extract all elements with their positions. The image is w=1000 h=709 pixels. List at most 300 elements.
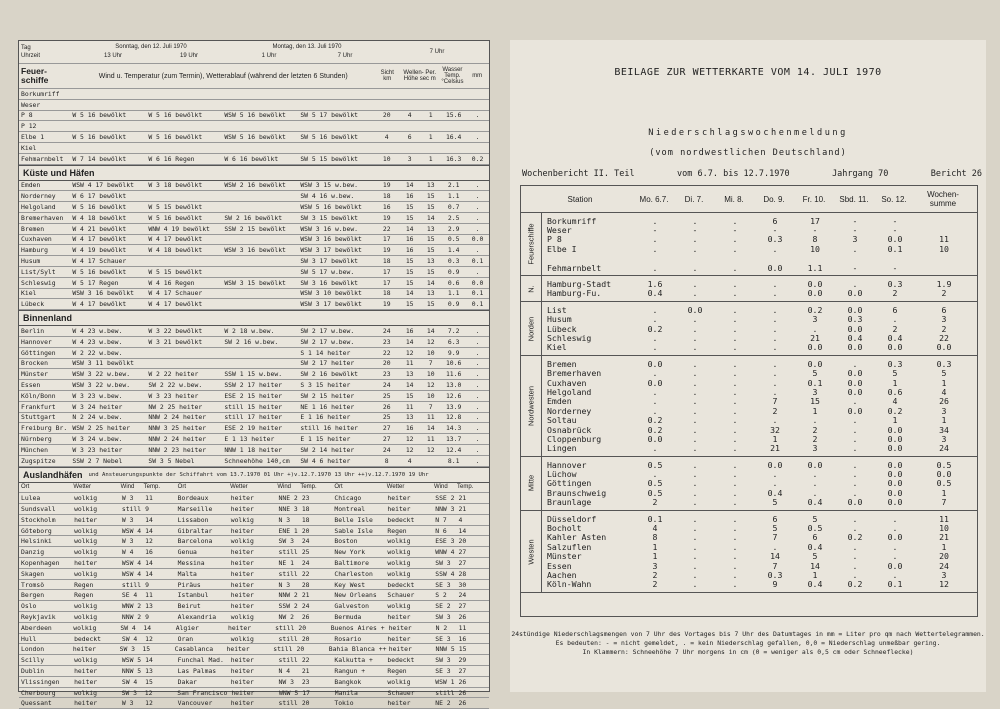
ausland-cell: 4 <box>457 516 472 524</box>
precip-value: 0.4 <box>755 488 795 498</box>
kueste-row <box>19 256 489 267</box>
precip-group <box>521 356 977 457</box>
ausland-row <box>19 698 489 709</box>
precip-value: . <box>675 288 715 298</box>
ausland-cell: heiter <box>229 505 277 513</box>
ausland-cell: 23 <box>300 678 315 686</box>
ausland-cell: 18 <box>300 505 315 513</box>
precip-value: 3 <box>635 561 675 571</box>
precip-value: . <box>675 469 715 479</box>
week-sum: 11 <box>915 234 973 244</box>
binnen-rows <box>19 326 489 466</box>
precip-value: . <box>755 244 795 254</box>
precip-value: 0.1 <box>875 244 915 254</box>
obs-3: ESE 2 15 heiter <box>222 392 298 400</box>
precip-col-header: Sbd. 11. <box>834 195 874 204</box>
wasser-label: Wasser Temp. °Celsius <box>439 67 465 85</box>
precip-row <box>542 460 977 469</box>
val-3: 1 <box>420 155 441 163</box>
wind-caption: Wind u. Temperatur (zum Termin), Wetterablauf (während der letzten 6 Stunden) <box>72 73 374 80</box>
precip-value: . <box>675 279 715 289</box>
week-sum: 0.0 <box>915 342 973 352</box>
precip-value: . <box>715 342 755 352</box>
precip-row <box>542 315 977 324</box>
precip-value: . <box>755 305 795 315</box>
val-4: 12.4 <box>441 446 466 454</box>
precip-col-header: Di. 7. <box>674 195 714 204</box>
precip-value: 5 <box>755 497 795 507</box>
precip-value: 0.0 <box>795 342 835 352</box>
precip-value: 2 <box>795 425 835 435</box>
precip-col-header: Station <box>521 195 634 204</box>
precip-value: 5 <box>795 551 835 561</box>
obs-1: W 7 14 bewölkt <box>70 155 146 163</box>
precip-value: . <box>715 368 755 378</box>
obs-4: WSW 3 17 bewölkt <box>298 300 374 308</box>
precip-col-header: Mi. 8. <box>714 195 754 204</box>
precip-value: . <box>755 279 795 289</box>
precip-value: . <box>715 443 755 453</box>
val-1: 17 <box>374 268 399 276</box>
val-4: 15.6 <box>441 111 466 119</box>
weather-table-sheet <box>18 40 490 692</box>
precip-col-header: So. 12. <box>874 195 914 204</box>
val-2: 13 <box>399 413 420 421</box>
val-3: 15 <box>420 268 441 276</box>
feuerschiffe-title: Feuer-schiffe <box>19 67 72 85</box>
station: Göttingen <box>19 349 70 357</box>
ausland-cell: SW 3 <box>433 656 456 664</box>
precip-group <box>521 213 977 276</box>
ausland-cell: N 2 <box>434 624 457 632</box>
precip-value: . <box>675 244 715 254</box>
station-name: Kiel <box>542 342 635 352</box>
val-5: . <box>466 435 489 443</box>
kueste-row <box>19 235 489 246</box>
precip-value: 0.2 <box>795 305 835 315</box>
val-4: 2.1 <box>441 181 466 189</box>
station-name: Elbe I <box>542 244 635 254</box>
precip-value: 0.1 <box>875 579 915 589</box>
precip-value: - <box>875 225 915 235</box>
val-5: . <box>466 424 489 432</box>
precip-value: . <box>715 514 755 524</box>
ausland-cell: Scilly <box>19 656 72 664</box>
ausland-cell: NNW 2 <box>277 591 300 599</box>
ausland-cell: WSW 1 <box>433 678 456 686</box>
page-title: BEILAGE ZUR WETTERKARTE VOM 14. JULI 1970 <box>510 67 986 78</box>
day1-label: Sonntag, den 12. Juli 1970 <box>75 43 227 52</box>
ausland-cell: Buenos Aires + <box>329 624 387 632</box>
ausland-cell: SW 4 <box>118 624 141 632</box>
ausland-col-header <box>19 483 489 494</box>
station: Kiel <box>19 144 70 152</box>
ausland-cell: wolkig <box>72 602 120 610</box>
precip-value: 0.0 <box>755 460 795 470</box>
obs-4: WSW 5 16 bewölkt <box>298 203 374 211</box>
obs-3: E 1 13 heiter <box>222 435 298 443</box>
week-sum: 0.3 <box>915 359 973 369</box>
ausland-cell: heiter <box>229 678 277 686</box>
ausland-cell: Stockholm <box>19 516 72 524</box>
ausland-row <box>19 569 489 580</box>
region-label: N. <box>527 285 536 293</box>
station: Borkumriff <box>19 90 70 98</box>
val-3: 15 <box>420 203 441 211</box>
obs-2: W 6 16 Regen <box>146 155 222 163</box>
ausland-row <box>19 493 489 504</box>
station: Fehmarnbelt <box>19 155 70 163</box>
val-2: 12 <box>399 435 420 443</box>
precip-value: 0.0 <box>875 460 915 470</box>
ausland-cell: Las Palmas <box>176 667 229 675</box>
obs-2: W 5 16 bewölkt <box>146 133 222 141</box>
ausland-cell: Schauer <box>386 689 434 697</box>
kueste-row <box>19 191 489 202</box>
ausland-cell: wolkig <box>385 548 433 556</box>
ausland-cell: Regen <box>72 581 120 589</box>
station: Helgoland <box>19 203 70 211</box>
val-4: 13.9 <box>441 403 466 411</box>
ausland-cell: SSW 2 <box>277 602 300 610</box>
precip-value: . <box>675 561 715 571</box>
ausland-cell: Casablanca <box>173 645 225 653</box>
precip-row <box>542 580 977 589</box>
precip-value: . <box>675 333 715 343</box>
val-4: 13.0 <box>441 381 466 389</box>
obs-3: W 6 16 bewölkt <box>222 155 298 163</box>
ausland-cell: wolkig <box>385 602 433 610</box>
val-5: . <box>466 111 489 119</box>
ausland-cell: 27 <box>457 559 472 567</box>
ausland-cell: S 2 <box>433 591 456 599</box>
station-name: Aachen <box>542 570 635 580</box>
ausland-cell: 24 <box>457 591 472 599</box>
precip-value: . <box>715 387 755 397</box>
ausland-cell: heiter <box>72 516 120 524</box>
precip-value: . <box>675 359 715 369</box>
precip-row <box>542 542 977 551</box>
precip-value: . <box>835 523 875 533</box>
station: Norderney <box>19 192 70 200</box>
val-1: 22 <box>374 225 399 233</box>
val-5: . <box>466 225 489 233</box>
val-4: 2.9 <box>441 225 466 233</box>
ausland-cell: wolkig <box>72 537 120 545</box>
obs-4: SW 3 17 bewölkt <box>298 257 374 265</box>
report-year: Jahrgang 70 <box>832 169 888 179</box>
precip-value: . <box>715 497 755 507</box>
ausland-cell: Tokio <box>332 699 385 707</box>
obs-1: W 3 23 heiter <box>70 446 146 454</box>
precip-row <box>542 514 977 523</box>
precip-value: . <box>715 244 755 254</box>
precip-value: 0.3 <box>755 570 795 580</box>
week-sum: 24 <box>915 443 973 453</box>
ausland-cell: Alexandria <box>176 613 229 621</box>
ausland-row <box>19 623 489 634</box>
precip-row <box>542 552 977 561</box>
precip-row <box>542 359 977 368</box>
val-1: 24 <box>374 446 399 454</box>
val-1: 20 <box>374 111 399 119</box>
station: Bremen <box>19 225 70 233</box>
ausland-cell: SE 3 <box>433 635 456 643</box>
kueste-row <box>19 202 489 213</box>
val-4: 8.1 <box>441 457 466 465</box>
val-5: 0.0 <box>466 279 489 287</box>
val-3: 11 <box>420 413 441 421</box>
ausland-cell: SW 3 <box>118 645 141 653</box>
week-sum: 24 <box>915 561 973 571</box>
precip-value: . <box>835 570 875 580</box>
ausland-cell: wolkig <box>385 678 433 686</box>
val-2: 16 <box>399 424 420 432</box>
obs-3: NNW 1 18 heiter <box>222 446 298 454</box>
precip-value: 0.0 <box>635 434 675 444</box>
val-1: 19 <box>374 181 399 189</box>
precip-value: 2 <box>755 406 795 416</box>
precip-value: 0.0 <box>795 359 835 369</box>
ausland-cell: Belle Isle <box>332 516 385 524</box>
precip-value: . <box>675 497 715 507</box>
obs-4: SW 5 17 w.bew. <box>298 268 374 276</box>
val-4: 10.6 <box>441 359 466 367</box>
ausland-cell: N 7 <box>433 516 456 524</box>
ausland-cell: wolkig <box>72 689 120 697</box>
precip-value: 0.0 <box>875 234 915 244</box>
station: Zugspitze <box>19 457 70 465</box>
precip-value: 6 <box>755 514 795 524</box>
obs-1: W 5 16 bewölkt <box>70 203 146 211</box>
kueste-row <box>19 299 489 310</box>
week-sum: 5 <box>915 368 973 378</box>
ausland-cell: 20 <box>294 645 308 653</box>
ausland-cell: still <box>433 689 456 697</box>
ausland-cell: bedeckt <box>385 581 433 589</box>
precip-value: . <box>835 415 875 425</box>
ausland-cell: WSW 4 <box>120 527 143 535</box>
ausland-cell: Istanbul <box>176 591 229 599</box>
station: Köln/Bonn <box>19 392 70 400</box>
station-name: Bremerhaven <box>542 368 635 378</box>
ausland-cell: 16 <box>143 548 158 556</box>
ausland-cell: 24 <box>300 537 315 545</box>
val-2: 15 <box>399 300 420 308</box>
precip-value: . <box>635 263 675 273</box>
precip-value: . <box>755 342 795 352</box>
val-3: 1 <box>420 133 441 141</box>
precip-value: 14 <box>795 561 835 571</box>
val-5: . <box>466 181 489 189</box>
ausland-cell: SSW 4 <box>433 570 456 578</box>
precip-value: 0.3 <box>835 314 875 324</box>
precip-value: 5 <box>755 523 795 533</box>
ausland-cell: WSW 4 <box>120 559 143 567</box>
precip-value: 0.0 <box>795 279 835 289</box>
ausland-cell: 26 <box>457 699 472 707</box>
val-5: 0.0 <box>466 235 489 243</box>
precip-value: 14 <box>755 551 795 561</box>
precip-value: . <box>675 387 715 397</box>
mm-label: mm <box>465 73 489 79</box>
val-5: . <box>466 370 489 378</box>
obs-1: W 3 24 heiter <box>70 403 146 411</box>
feuerschiff-row <box>19 121 489 132</box>
val-5: 0.1 <box>466 300 489 308</box>
val-3: 7 <box>420 359 441 367</box>
ausland-cell: Bordeaux <box>176 494 229 502</box>
precip-value: . <box>715 570 755 580</box>
ausland-cell: SE 3 <box>433 581 456 589</box>
ausland-cell: 20 <box>457 537 472 545</box>
ausland-cell: 15 <box>140 645 154 653</box>
time-13: 13 Uhr <box>104 52 122 61</box>
ausland-cell: 20 <box>296 624 310 632</box>
ausland-cell: Göteborg <box>19 527 72 535</box>
ausland-caption: und Ansteuerungspunkte der Schiffahrt vom 13.7.1970 01 Uhr +)v.12.7.1970 13 Uhr ++)v.12.7.1970 19 Uhr <box>89 472 429 478</box>
ausland-cell: Danzig <box>19 548 72 556</box>
ausland-cell: heiter <box>385 505 433 513</box>
precip-value: . <box>755 415 795 425</box>
precip-value: . <box>715 542 755 552</box>
ausland-cell: SE 4 <box>120 591 143 599</box>
precip-value: . <box>875 314 915 324</box>
time-7: 7 Uhr <box>338 52 353 61</box>
week-sum: 2 <box>915 324 973 334</box>
precip-value: 0.0 <box>835 378 875 388</box>
feuerschiff-row <box>19 100 489 111</box>
ausland-cell: W 3 <box>120 537 143 545</box>
station-name: Lübeck <box>542 324 635 334</box>
feuerschiff-row <box>19 89 489 100</box>
precip-value: . <box>675 542 715 552</box>
ausland-row <box>19 526 489 537</box>
precip-value: . <box>835 425 875 435</box>
ausland-cell: NNE 2 <box>277 494 300 502</box>
time-1: 1 Uhr <box>262 52 277 61</box>
ausland-cell: 14 <box>143 559 158 567</box>
feuerschiff-row <box>19 111 489 122</box>
precip-row <box>542 254 977 263</box>
precip-value: . <box>875 523 915 533</box>
ausland-cell: still <box>120 505 143 513</box>
precip-value: 0.4 <box>795 497 835 507</box>
precip-value: 0.6 <box>875 387 915 397</box>
week-sum: 0.0 <box>915 469 973 479</box>
station: P 8 <box>19 111 70 119</box>
ausland-cell: heiter <box>72 667 120 675</box>
obs-1: W 4 19 bewölkt <box>70 246 146 254</box>
ausland-cell: heiter <box>72 699 120 707</box>
obs-1: W 4 17 Schauer <box>70 257 146 265</box>
obs-1: WSW 4 17 bewölkt <box>70 181 146 189</box>
time-19: 19 Uhr <box>180 52 198 61</box>
ausland-cell: Helsinki <box>19 537 72 545</box>
binnen-row <box>19 391 489 402</box>
ausland-cell: Vancouver <box>176 699 229 707</box>
precip-group-rows <box>542 213 977 275</box>
obs-2: NNW 2 24 heiter <box>146 413 222 421</box>
station: Elbe 1 <box>19 133 70 141</box>
val-1: 8 <box>374 457 399 465</box>
precip-group <box>521 457 977 511</box>
station: Cuxhaven <box>19 235 70 243</box>
precip-value: . <box>755 288 795 298</box>
precip-value: . <box>715 378 755 388</box>
obs-2: NW 2 25 heiter <box>146 403 222 411</box>
week-sum: 11 <box>915 514 973 524</box>
precip-value: 0.0 <box>875 497 915 507</box>
ausland-cell: 11 <box>143 591 158 599</box>
precip-value: 0.5 <box>635 460 675 470</box>
ausland-cell: wolkig <box>385 537 433 545</box>
val-5: 0.1 <box>466 289 489 297</box>
val-1: 19 <box>374 214 399 222</box>
precip-row <box>542 324 977 333</box>
station-name: Braunlage <box>542 497 635 507</box>
binnen-row <box>19 326 489 337</box>
obs-1: W 4 17 bewölkt <box>70 300 146 308</box>
obs-2: SW 2 22 w.bew. <box>146 381 222 389</box>
precip-value: . <box>755 359 795 369</box>
val-2: 16 <box>399 246 420 254</box>
ausland-col-label: Temp. <box>142 484 158 490</box>
precip-value: . <box>715 460 755 470</box>
val-1: 10 <box>374 155 399 163</box>
obs-2: W 3 21 bewölkt <box>146 338 222 346</box>
ausland-cell: 16 <box>457 635 472 643</box>
val-3: 13 <box>420 257 441 265</box>
station-name: Norderney <box>542 406 635 416</box>
binnen-row <box>19 456 489 467</box>
wellen-label: Wellen- Per. Höhe sec m <box>400 70 439 82</box>
ausland-cell: heiter <box>387 624 434 632</box>
ausland-cell: 29 <box>457 656 472 664</box>
obs-1: W 4 18 bewölkt <box>70 214 146 222</box>
precip-value: 4 <box>875 396 915 406</box>
val-1: 17 <box>374 235 399 243</box>
obs-4: WSW 3 17 bewölkt <box>298 246 374 254</box>
precip-value: . <box>675 570 715 580</box>
ausland-cell: heiter <box>226 624 273 632</box>
precip-value: . <box>715 216 755 226</box>
precip-group-label <box>521 213 542 275</box>
precip-row <box>542 244 977 253</box>
precip-value: 0.0 <box>875 561 915 571</box>
precip-value: 8 <box>635 532 675 542</box>
precip-value: 0.0 <box>835 305 875 315</box>
ausland-cell: 15 <box>457 645 471 653</box>
precip-group-label <box>521 511 542 592</box>
precip-value: 0.0 <box>875 532 915 542</box>
precip-value: . <box>635 314 675 324</box>
precip-value: . <box>755 314 795 324</box>
obs-1: WSW 3 22 w.bew. <box>70 381 146 389</box>
precip-value: 2 <box>875 324 915 334</box>
precip-value: 0.4 <box>795 579 835 589</box>
ausland-col-label: Temp. <box>298 484 314 490</box>
obs-2: W 4 17 bewölkt <box>146 235 222 243</box>
station-name: Düsseldorf <box>542 514 635 524</box>
ausland-cell: 9 <box>143 505 158 513</box>
precip-value: . <box>715 551 755 561</box>
precip-value: 8 <box>795 234 835 244</box>
station-name: Essen <box>542 561 635 571</box>
week-sum: 0.5 <box>915 478 973 488</box>
obs-1: SSW 2 7 Nebel <box>70 457 146 465</box>
ausland-cell: Barcelona <box>176 537 229 545</box>
